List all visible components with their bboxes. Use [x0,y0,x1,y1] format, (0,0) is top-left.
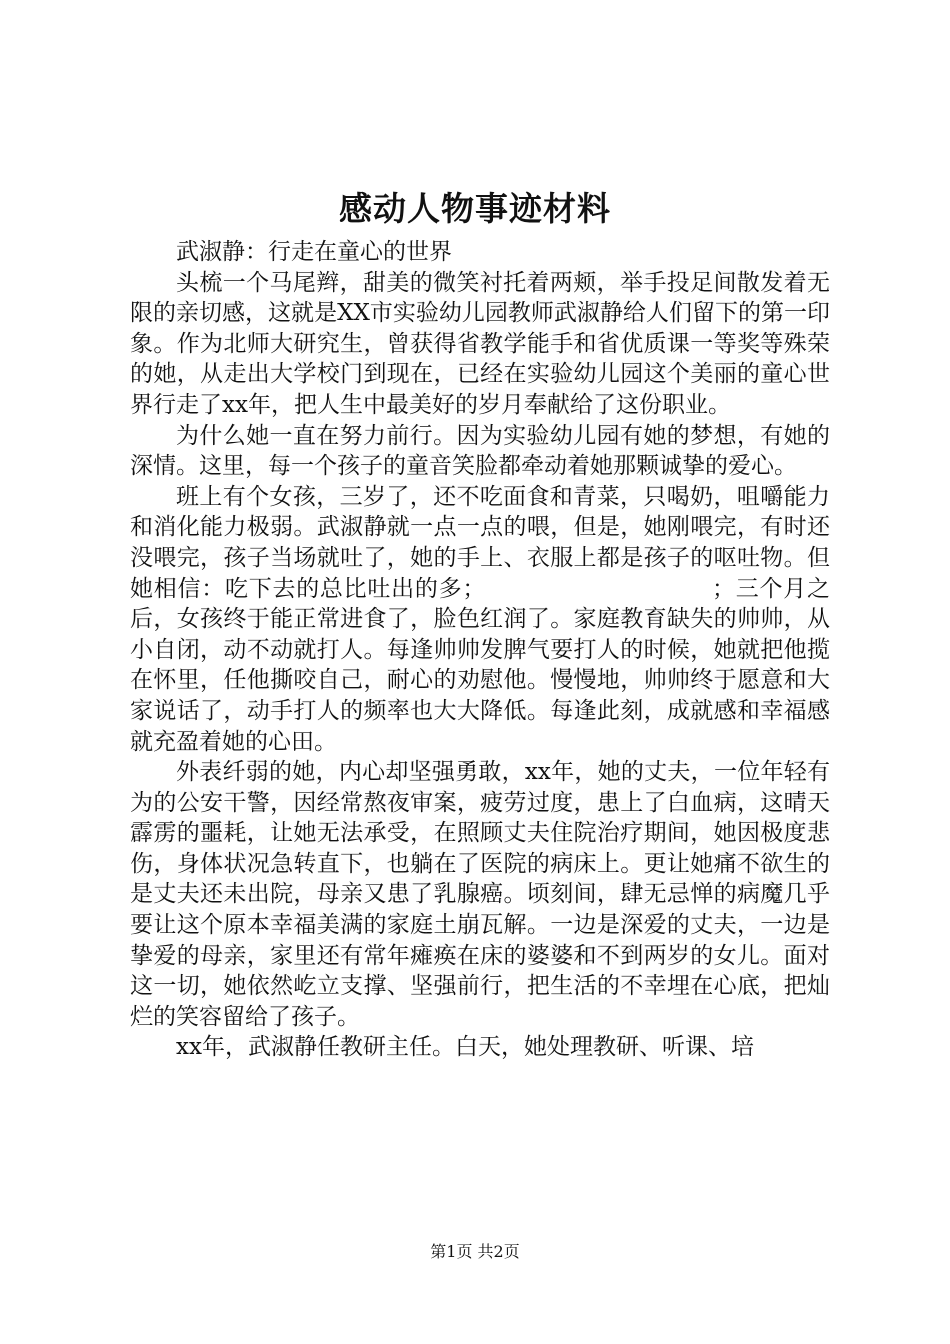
body-paragraph: 头梳一个马尾辫，甜美的微笑衬托着两颊，举手投足间散发着无限的亲切感，这就是XX市实验幼儿园教师武淑静给人们留下的第一印象。作为北师大研究生，曾获得省教学能手和省优质课一等奖等殊荣的她，从走出大学校门到现在，已经在实验幼儿园这个美丽的童心世界行走了xx年，把人生中最美好的岁月奉献给了这份职业。 [130,269,830,418]
document-title: 感动人物事迹材料 [339,189,611,228]
subtitle-paragraph: 武淑静：行走在童心的世界 [176,239,452,265]
body-paragraph: xx年，武淑静任教研主任。白天，她处理教研、听课、培 [176,1034,754,1061]
body-paragraph: 为什么她一直在努力前行。因为实验幼儿园有她的梦想，有她的深情。这里，每一个孩子的童音笑脸都牵动着她那颗诚挚的爱心。 [130,422,830,480]
page-number-footer: 第1页 共2页 [430,1242,520,1261]
body-paragraph: 外表纤弱的她，内心却坚强勇敢，xx年，她的丈夫，一位年轻有为的公安干警，因经常熬夜审案，疲劳过度，患上了白血病，这晴天霹雳的噩耗，让她无法承受，在照顾丈夫住院治疗期间，她因极度悲伤，身体状况急转直下，也躺在了医院的病床上。更让她痛不欲生的是丈夫还未出院，母亲又患了乳腺癌。顷刻间，肆无忌惮的病魔几乎要让这个原本幸福美满的家庭土崩瓦解。一边是深爱的丈夫，一边是挚爱的母亲，家里还有常年瘫痪在床的婆婆和不到两岁的女儿。面对这一切，她依然屹立支撑、坚强前行，把生活的不幸埋在心底，把灿烂的笑容留给了孩子。 [130,759,830,1030]
body-paragraph: 班上有个女孩，三岁了，还不吃面食和青菜，只喝奶，咀嚼能力和消化能力极弱。武淑静就一点一点的喂，但是，她刚喂完，有时还没喂完，孩子当场就吐了，她的手上、衣服上都是孩子的呕吐物。但她相信：吃下去的总比吐出的多； ；三个月之后，女孩终于能正常进食了，脸色红润了。家庭教育缺失的帅帅，从小自闭，动不动就打人。每逢帅帅发脾气要打人的时候，她就把他揽在怀里，任他撕咬自己，耐心的劝慰他。慢慢地，帅帅终于愿意和大家说话了，动手打人的频率也大大降低。每逢此刻，成就感和幸福感就充盈着她的心田。 [130,483,830,755]
document-body [130,237,830,1063]
